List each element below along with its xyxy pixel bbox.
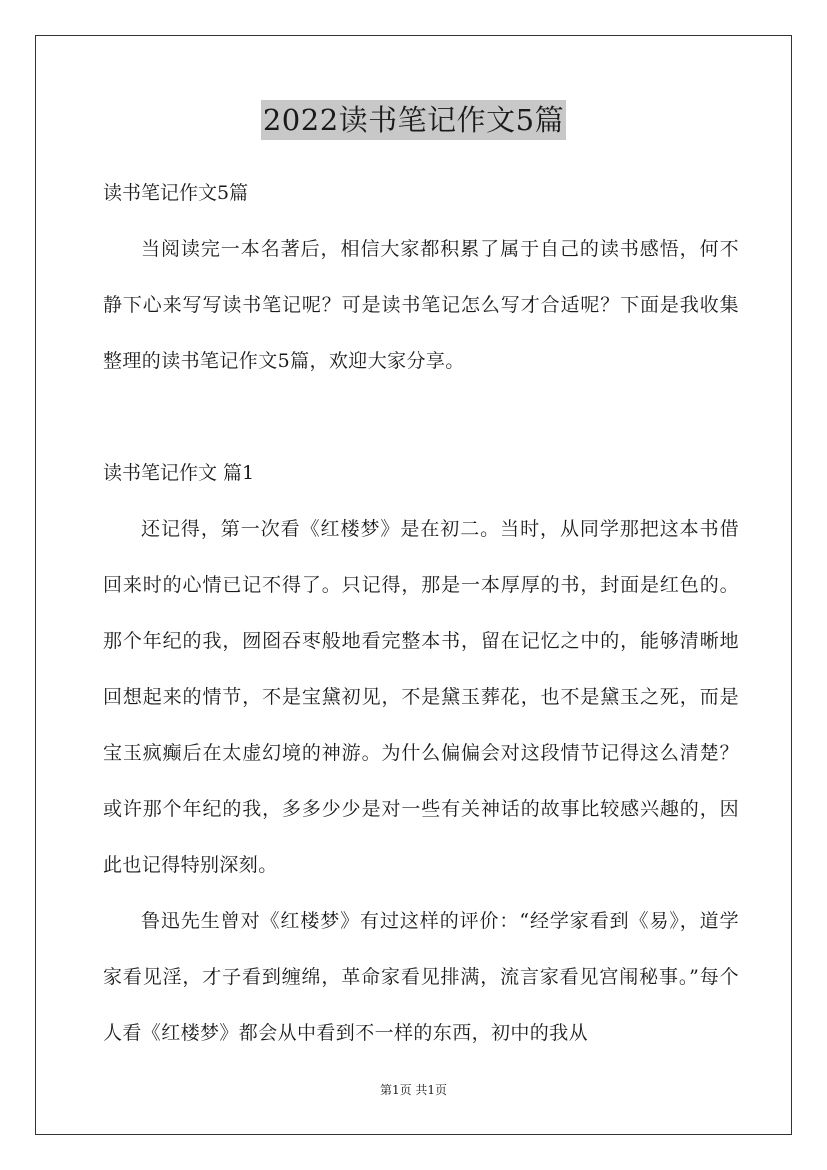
page-number: 第1页 共1页: [379, 1083, 448, 1097]
section-spacer: [103, 389, 739, 445]
title-container: [0, 100, 827, 140]
intro-paragraph: 当阅读完一本名著后，相信大家都积累了属于自己的读书感悟，何不静下心来写写读书笔记呢？可是读书笔记怎么写才合适呢？下面是我收集整理的读书笔记作文5篇，欢迎大家分享。: [103, 238, 739, 372]
page-footer: [0, 1082, 827, 1098]
body-paragraph: 还记得，第一次看《红楼梦》是在初二。当时，从同学那把这本书借回来时的心情已记不得了。只记得，那是一本厚厚的书，封面是红色的。那个年纪的我，囫囵吞枣般地看完整本书，留在记忆之中的，能够清晰地回想起来的情节，不是宝黛初见，不是黛玉葬花，也不是黛玉之死，而是宝玉疯癫后在太虚幻境的神游。为什么偏偏会对这段情节记得这么清楚？或许那个年纪的我，多多少少是对一些有关神话的故事比较感兴趣的，因此也记得特别深刻。: [103, 518, 739, 876]
document-body: [103, 165, 739, 1061]
section-heading: 读书笔记作文 篇1: [103, 462, 255, 484]
subtitle: 读书笔记作文5篇: [103, 182, 249, 204]
body-paragraph: 鲁迅先生曾对《红楼梦》有过这样的评价：“经学家看到《易》，道学家看见淫，才子看到缠绵，革命家看见排满，流言家看见宫闱秘事。”每个人看《红楼梦》都会从中看到不一样的东西，初中的我从: [103, 910, 739, 1044]
document-title: 2022读书笔记作文5篇: [261, 100, 566, 140]
